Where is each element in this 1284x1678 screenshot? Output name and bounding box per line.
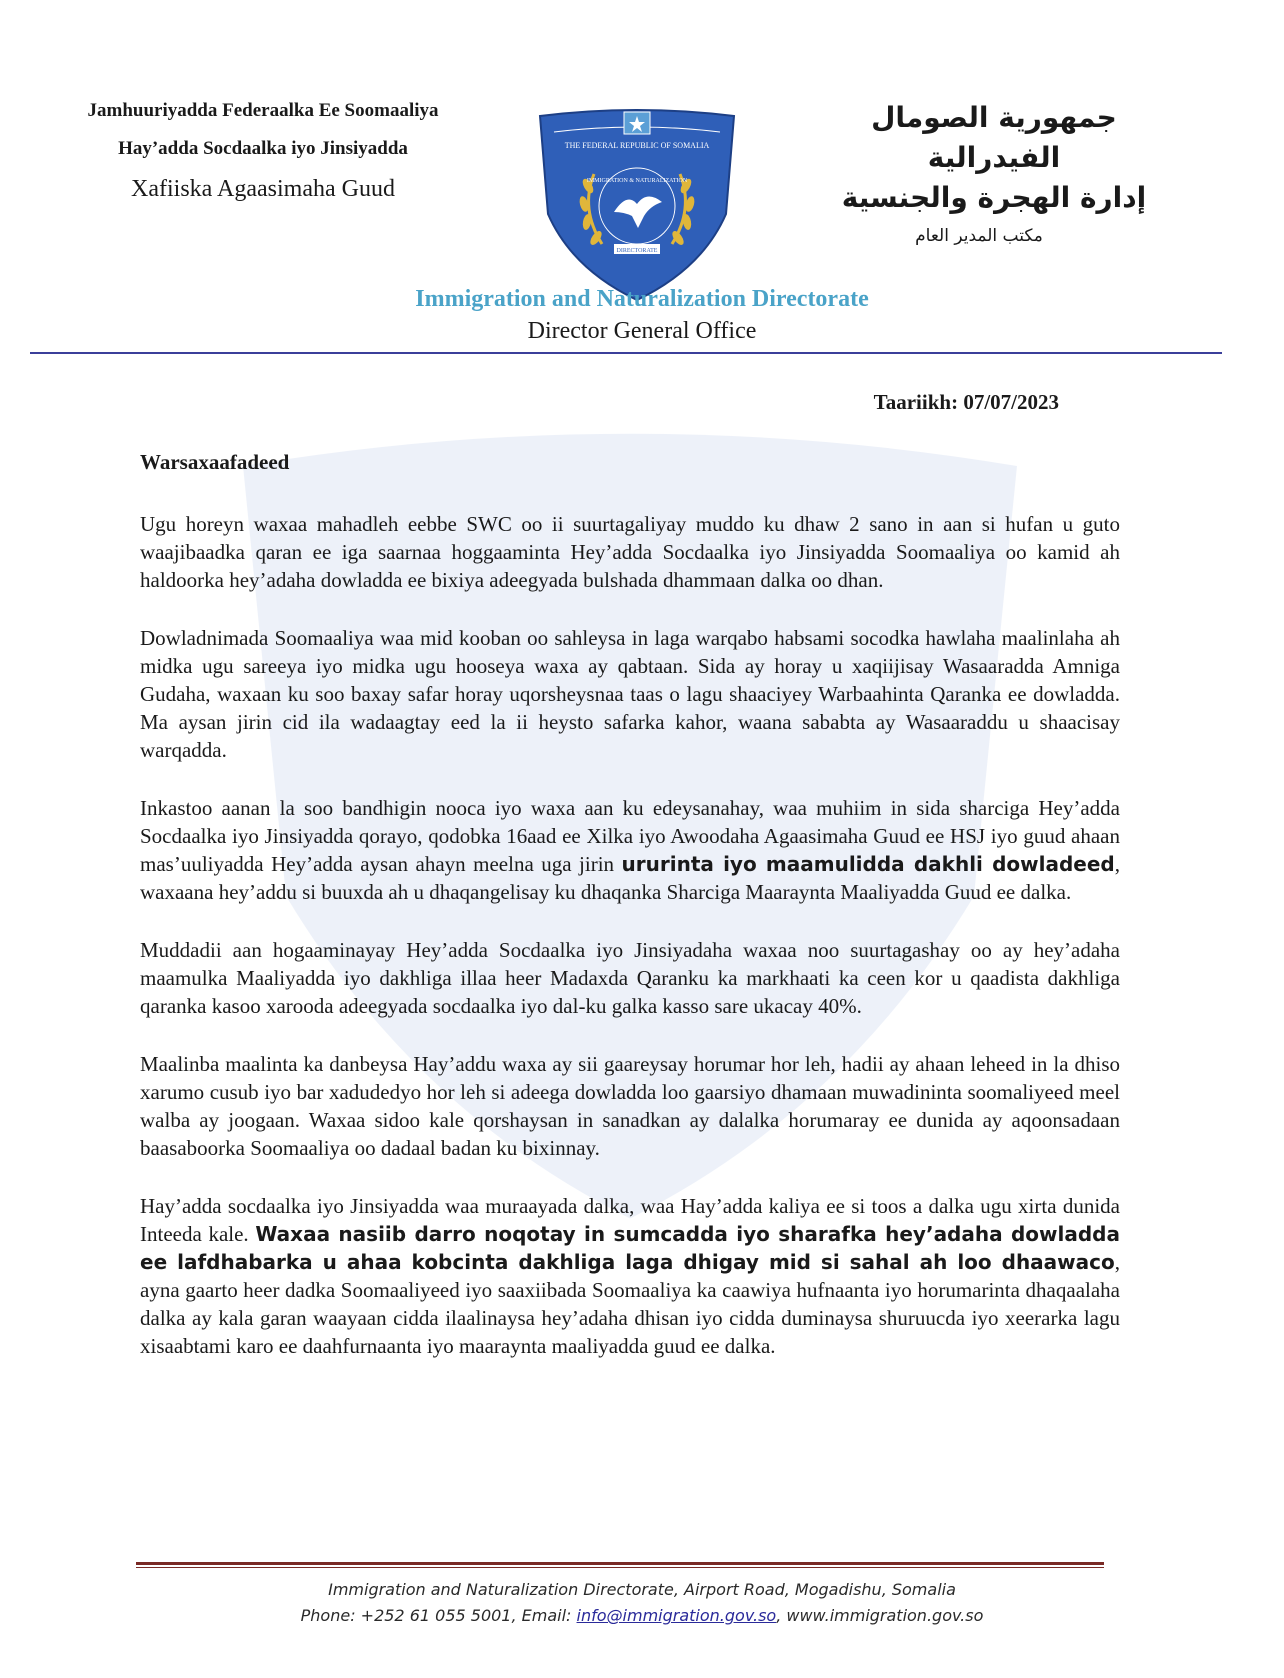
header-left xyxy=(38,100,488,203)
footer-website[interactable]: , www.immigration.gov.so xyxy=(776,1606,984,1625)
office-name-somali: Xafiiska Agaasimaha Guud xyxy=(131,176,395,202)
footer-contact xyxy=(0,1603,1284,1629)
paragraph-3-text-end: , waxaana hey’addu si buuxda ah u dhaqangelisay ku dhaqanka Sharciga Maaraynta Maaliyadda Guud ee dalka. xyxy=(140,852,1120,904)
paragraph-5: Maalinba maalinta ka danbeysa Hay’addu waxa ay sii gaareysay horumar hor leh, hadii ay ahaan leheed in la dhiso xarumo cusub iyo bar xadudedyo hor leh si adeega dowladda loo gaarsiyo dhamaan muwadininta soomaliyeed meel walba ay joogaan. Waxaa sidoo kale qorshaysan in sanadkan ay dalalka horumaray ee dunida ay aqoonsadaan baasaboorka Soomaaliya oo dadaal badan ku bixinnay. xyxy=(140,1052,1120,1160)
paragraph-4: Muddadii aan hogaaminayay Hey’adda Socdaalka iyo Jinsiyadaha waxaa noo suurtagashay oo ay hey’adaha maamulka Maaliyadda iyo dakhliga illaa heer Madaxda Qaranku ka markhaati ka ceen kor u qaadista dakhliga qaranka kasoo xarooda adeegyada socdaalka iyo dal-ku galka kasso sare ukacay 40%. xyxy=(140,938,1120,1018)
directorate-subtitle: Director General Office xyxy=(527,318,757,344)
footer-divider-thin xyxy=(136,1567,1104,1568)
header-right xyxy=(804,98,1184,246)
svg-text:THE FEDERAL REPUBLIC OF SOMALI: THE FEDERAL REPUBLIC OF SOMALIA xyxy=(564,141,710,150)
footer-email-link[interactable]: info@immigration.gov.so xyxy=(576,1606,777,1625)
office-name-arabic: مكتب المدير العام xyxy=(915,226,1043,246)
paragraph-6 xyxy=(140,1192,1120,1360)
agency-name-somali: Hay’adda Socdaalka iyo Jinsiyadda xyxy=(118,138,408,159)
directorate-title: Immigration and Naturalization Directorate xyxy=(415,286,869,312)
svg-text:IMMIGRATION & NATURALIZATION: IMMIGRATION & NATURALIZATION xyxy=(586,178,688,184)
svg-text:DIRECTORATE: DIRECTORATE xyxy=(616,248,658,254)
paragraph-6-text-end: , ayna gaarto heer dadka Soomaaliyeed iyo saaxiibada Soomaaliya ka caawiya hufnaanta iyo horumarinta dhaqaalaha dalka ay kala garan waayaan cidda ilaalinaysa hey’adaha dhisan iyo cidda duminaysa shuruucda iyo xeerarka lagu xisaabtami karo ee daahfurnaanta iyo maaraynta maaliyadda guud ee dalka. xyxy=(140,1250,1120,1358)
footer-divider-thick xyxy=(136,1562,1104,1565)
document-subject: Warsaxaafadeed xyxy=(140,450,290,474)
directorate-emblem xyxy=(532,104,742,304)
footer-phone: Phone: +252 61 055 5001, Email: xyxy=(300,1606,577,1625)
paragraph-6-text: Hay’adda socdaalka iyo Jinsiyadda waa muraayada dalka, waa Hay’adda kaliya ee si toos a dalka ugu xirta dunida Inteeda kale. xyxy=(140,1194,1120,1246)
header-divider xyxy=(30,352,1222,354)
document-date: Taariikh: 07/07/2023 xyxy=(873,390,1059,414)
paragraph-6-emphasis: Waxaa nasiib darro noqotay in sumcadda iyo sharafka hey’adaha dowladda ee lafdhabarka u ahaa kobcinta dakhliga laga dhigay mid si sahal ah loo dhaawaco xyxy=(140,1222,1120,1274)
republic-name-somali: Jamhuuriyadda Federaalka Ee Soomaaliya xyxy=(87,100,439,121)
footer-address: Immigration and Naturalization Directorate, Airport Road, Mogadishu, Somalia xyxy=(328,1580,956,1599)
footer xyxy=(0,1577,1284,1629)
paragraph-1: Ugu horeyn waxaa mahadleh eebbe SWC oo ii suurtagaliyay muddo ku dhaw 2 sano in aan si hufan u guto waajibaadka qaran ee iga saarnaa hoggaaminta Hey’adda Socdaalka iyo Jinsiyadda Soomaaliya oo kamid ah haldoorka hey’adaha dowladda ee bixiya adeegyada bulshada dhammaan dalka oo dhan. xyxy=(140,512,1120,592)
republic-name-arabic: جمهورية الصومال الفيدرالية xyxy=(871,101,1117,174)
paragraph-3-text: Inkastoo aanan la soo bandhigin nooca iyo waxa aan ku edeysanahay, waa muhiim in sida sharciga Hey’adda Socdaalka iyo Jinsiyadda qorayo, qodobka 16aad ee Xilka iyo Awoodaha Agaasimaha Guud ee HSJ iyo guud ahaan mas’uuliyadda Hey’adda aysan ahayn meelna uga jirin xyxy=(140,796,1120,876)
paragraph-2: Dowladnimada Soomaaliya waa mid kooban oo sahleysa in laga warqabo habsami socodka hawlaha maalinlaha ah midka ugu sareeya iyo midka ugu hooseya waxa ay qabtaan. Sida ay horay u xaqiijisay Wasaaradda Amniga Gudaha, waxaan ku soo baxay safar horay uqorsheysnaa taas o lagu shaaciyey Warbaahinta Qaranka ee dowladda. Ma aysan jirin cid ila wadaagtay eed la ii heysto safarka kahor, waana sababta ay Wasaaraddu u shaacisay warqadda. xyxy=(140,626,1120,762)
paragraph-3-emphasis: ururinta iyo maamulidda dakhli dowladeed xyxy=(621,852,1115,876)
paragraph-3 xyxy=(140,794,1120,906)
document-body xyxy=(140,510,1120,1390)
agency-name-arabic: إدارة الهجرة والجنسية xyxy=(841,181,1147,214)
